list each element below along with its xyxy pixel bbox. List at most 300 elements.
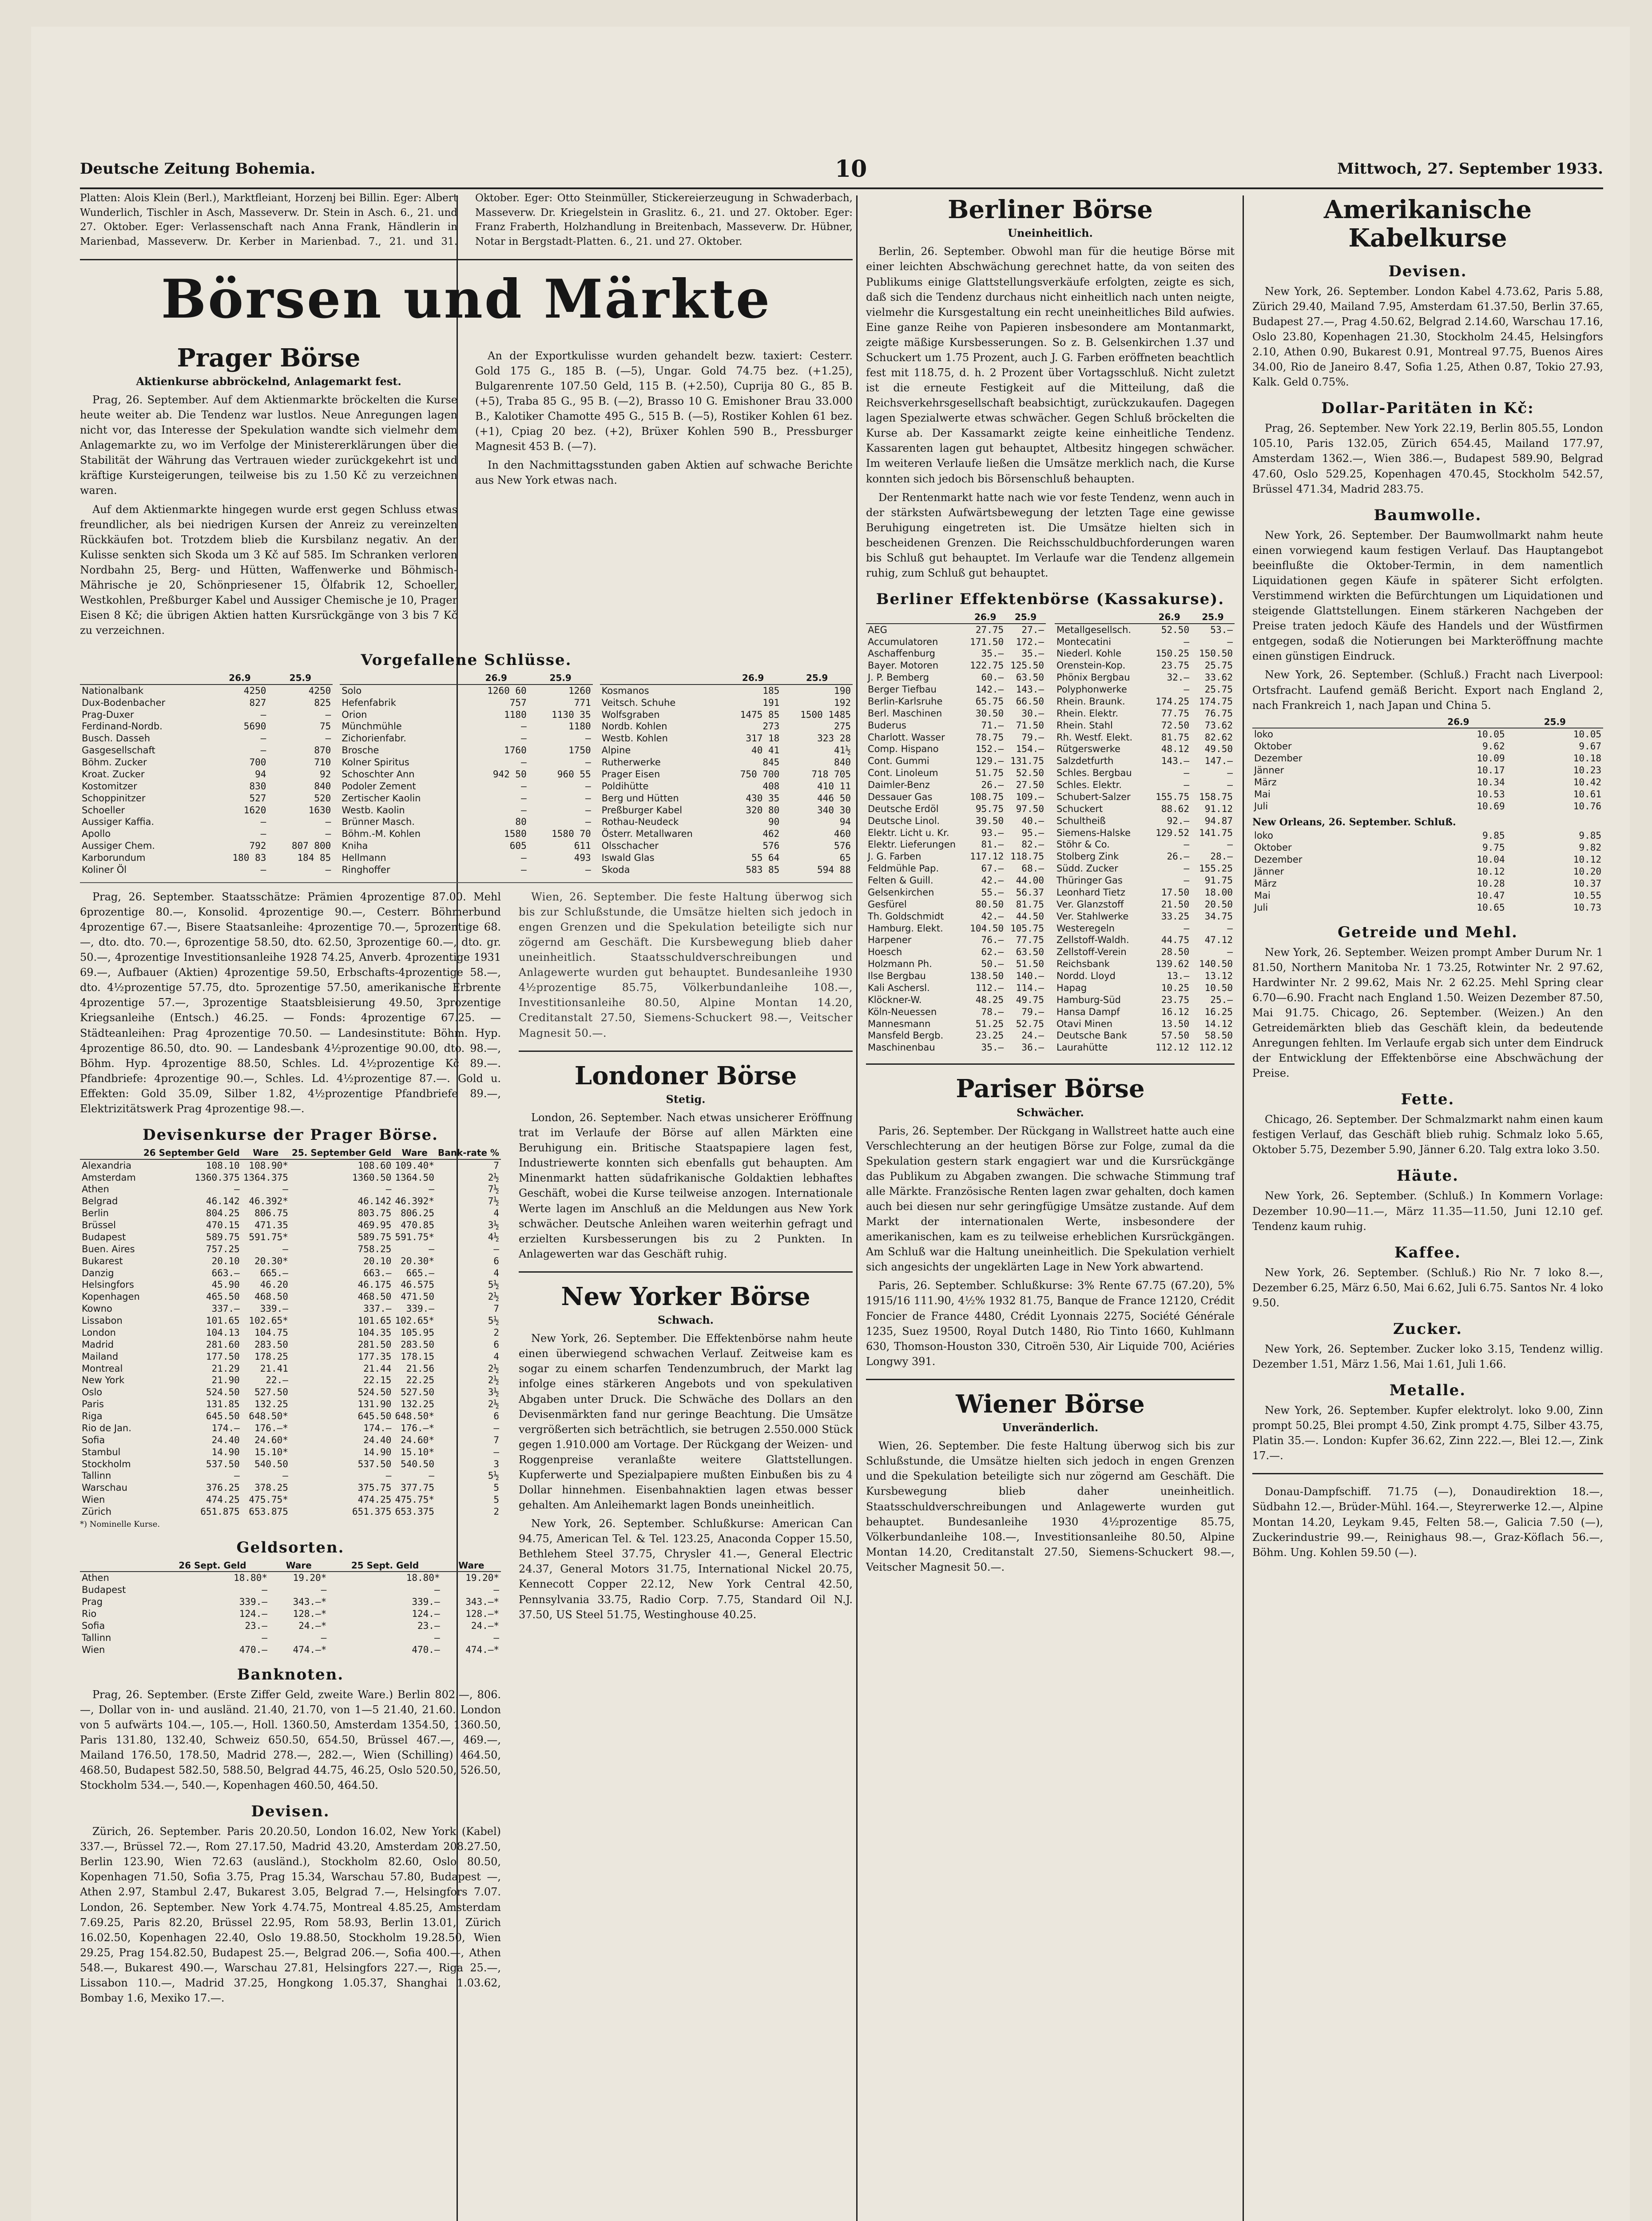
label-cell: Gelsenkirchen (868, 887, 934, 898)
stock-row (866, 911, 1046, 923)
label-cell: Riga (82, 1411, 103, 1421)
trade-row (80, 804, 333, 816)
value-cell: 124.— (412, 1608, 440, 1620)
label-cell: Charlott. Wasser (868, 732, 945, 743)
value-cell: — (585, 816, 591, 828)
value-cell: — (260, 828, 266, 840)
label-cell: März (1254, 776, 1277, 788)
value-cell: 7 (493, 1160, 500, 1171)
value-cell: 80 (515, 816, 527, 828)
value-cell: 24.—* (298, 1620, 327, 1631)
value-cell: 112.12 (1199, 1042, 1233, 1053)
value-cell: 108.90* (249, 1160, 288, 1171)
value-cell: 3 (493, 1458, 500, 1469)
stock-row (1055, 839, 1235, 851)
value-cell: 176.—* (254, 1422, 288, 1433)
value-cell: 462 (762, 828, 780, 840)
label-cell: Mailand (82, 1351, 119, 1362)
label-cell: Olsschacher (601, 840, 659, 852)
label-cell: Hoesch (868, 947, 902, 958)
label-cell: Jänner (1254, 764, 1284, 776)
label-cell: Juli (1254, 800, 1268, 812)
trade-row (600, 756, 853, 768)
column-rule (1243, 195, 1244, 2221)
value-cell: 20.30* (401, 1255, 434, 1266)
value-cell: — (1183, 863, 1190, 874)
value-cell: 9.67 (1579, 741, 1601, 752)
label-cell: Hellmann (342, 852, 386, 864)
value-cell: 19.20* (465, 1572, 500, 1584)
value-cell: 648.50* (395, 1411, 434, 1421)
newyork-text: New York, 26. September. Die Effektenbörse nahm heute einen überwiegend schwachen Verlauf. Zeitweise kam es sogar zu einem scharfen Tendenzumbruch, der Markt lag infolge eines stärkeren Angebots und von spekulativen Abgaben unter Druck. Die Schwäche des Dollars an den Devisenmärkten fand nur geringe Beachtung. Die Umsätze vergrößerten sich beträchtlich, sie betrugen 2.550.000 Stück gegen 1.910.000 am Vortage. Der Rückgang der Weizen- und Roggenpreise veranlaßte weitere Glattstellungen. Kupferwerte und Spezialpapiere mußten Einbußen bis zu 4 Dollar hinnehmen. Eisenbahnaktien lagen etwas besser gehalten. Am Anleihemarkt lagen Bonds uneinheitlich. (519, 1332, 853, 1512)
value-cell: 10.76 (1573, 800, 1601, 812)
trades-subtable (340, 673, 592, 876)
value-cell: 51.25 (975, 1018, 1004, 1029)
value-cell: — (493, 1446, 500, 1457)
label-cell: Hefenfabrik (342, 697, 396, 708)
value-cell: — (321, 1584, 327, 1596)
value-cell: 30.— (1021, 708, 1044, 719)
coins-table (80, 1560, 501, 1656)
value-cell: 474.25 (357, 1494, 392, 1505)
label-cell: Gasgesellschaft (82, 745, 155, 756)
stock-row (866, 684, 1046, 696)
value-cell: 475.75* (249, 1494, 288, 1505)
value-cell: 10.69 (1477, 800, 1505, 812)
label-cell: Ferdinand-Nordb. (82, 721, 163, 732)
value-cell: 594 88 (817, 864, 851, 875)
fx-row (80, 1458, 501, 1470)
value-cell: — (585, 780, 591, 792)
header-cell: 26.9 (965, 612, 1005, 624)
header-cell: Ware (269, 1560, 328, 1572)
value-cell: 177.35 (357, 1351, 392, 1362)
danube-text: Donau-Dampfschiff. 71.75 (—), Donaudirektion 18.—, Südbahn 12.—, Brüder-Mühl. 164.—, Steyrerwerke 12.—, Alpine Montan 14.20, Leykam 9.45, Felten 58.—, Galicia 7.50 (—), Zuckerindustrie 99.—, Reinighaus 98.—, Graz-Köflach 56.—, Böhm. Ung. Kohlen 59.50 (—). (1252, 1485, 1603, 1559)
value-cell: 540.50 (254, 1458, 288, 1469)
trade-row (80, 816, 333, 828)
fx-row (80, 1482, 501, 1494)
value-cell: 20.50 (1204, 899, 1233, 910)
stock-row (1055, 767, 1235, 779)
value-cell: 1260 (568, 685, 591, 696)
label-cell: Aschaffenburg (868, 648, 935, 659)
header-cell: 25.9 (1005, 612, 1046, 624)
value-cell: 2½ (488, 1375, 500, 1386)
hides-text: New York, 26. September. (Schluß.) In Kommern Vorlage: Dezember 10.90—11.—, März 11.35—11.50, Juni 12.10 gef. Tendenz kaum ruhig. (1252, 1190, 1603, 1233)
stock-row (1055, 934, 1235, 946)
cotton-row (1252, 752, 1603, 764)
coin-row (80, 1608, 501, 1620)
label-cell: Berlin (82, 1208, 109, 1219)
london-text: London, 26. September. Nach etwas unsicherer Eröffnung trat im Verlaufe der Börse auf allen Märkten eine Beruhigung ein. Britische Staatspapiere lagen fest, Industriewerte konnten sich ebenfalls gut behaupten. Am Minenmarkt hatten südafrikanische Goldaktien lebhaftes Geschäft, wobei die Kurse teilweise anzogen. Internationale Werte lagen im Anschluß an die Meldungen aus New York schwächer. Deutsche Anleihen waren weiterhin gefragt und erzielten Kursbesserungen bis zu 2 Punkten. In Anlagewerten war das Geschäft ruhig. (519, 1111, 853, 1260)
label-cell: Warschau (82, 1482, 127, 1493)
value-cell: 5½ (488, 1279, 500, 1290)
label-cell: Nationalbank (82, 685, 144, 696)
value-cell: 10.42 (1573, 776, 1601, 788)
label-cell: London (82, 1327, 116, 1338)
newspaper-page (31, 27, 1630, 2221)
label-cell: Athen (82, 1184, 109, 1195)
value-cell: 4250 (243, 685, 266, 696)
banknotes-text: Prag, 26. September. (Erste Ziffer Geld, zweite Ware.) Berlin 802.—, 806.—, Dollar von in- und ausländ. 21.40, 21.70, von 1—5 21.40, 21.60. London von 5 aufwärts 104.—, 105.—, Holl. 1360.50, Amsterdam 1354.50, 1360.50, Paris 131.80, 132.40, Schweiz 650.50, 654.50, Brüssel 467.—, 469.—, Mailand 176.50, 178.50, Madrid 278.—, 282.—, Wien (Schilling) 464.50, 468.50, Budapest 582.50, 588.50, Belgrad 44.75, 46.25, Oslo 520.50, 526.50, Stockholm 534.—, 540.—, Kopenhagen 460.50, 464.50. (80, 1688, 501, 1792)
label-cell: Alpine (601, 745, 631, 756)
header-cell: 26 Sept. Geld (156, 1560, 269, 1572)
value-cell: 1500 1485 (800, 709, 851, 720)
value-cell: 1760 (504, 745, 527, 756)
value-cell: 645.50 (206, 1411, 240, 1421)
coin-row (80, 1572, 501, 1584)
value-cell: — (234, 1470, 240, 1481)
value-cell: 176.—* (401, 1422, 434, 1433)
stock-row (1055, 887, 1235, 899)
value-cell: 58.50 (1204, 1030, 1233, 1041)
label-cell: Zürich (82, 1506, 112, 1517)
banknotes-title: Banknoten. (237, 1665, 344, 1684)
label-cell: Th. Goldschmidt (868, 911, 944, 922)
header-cell: 25.9 (1191, 612, 1235, 624)
value-cell: 474.25 (206, 1494, 240, 1505)
value-cell: 46.575 (401, 1279, 434, 1290)
label-cell: Comp. Hispano (868, 744, 939, 755)
value-cell: 184 85 (297, 852, 331, 864)
stock-row (1055, 982, 1235, 994)
value-cell: 128.—* (293, 1608, 327, 1620)
value-cell: — (434, 1584, 440, 1596)
label-cell: Harpener (868, 935, 912, 946)
value-cell: 72.50 (1161, 720, 1190, 731)
value-cell: 446 50 (817, 792, 851, 804)
value-cell: 180 83 (232, 852, 266, 864)
stock-row (866, 791, 1046, 803)
label-cell: Südd. Zucker (1056, 863, 1118, 874)
value-cell: 158.75 (1199, 791, 1233, 802)
stock-row (1055, 970, 1235, 982)
value-cell: 830 (249, 780, 266, 792)
value-cell: 589.75 (206, 1231, 240, 1242)
label-cell: Deutsche Erdöl (868, 803, 939, 814)
prague-section (80, 339, 853, 642)
value-cell: 131.75 (1010, 756, 1044, 767)
stock-row (866, 839, 1046, 851)
label-cell: Felten & Guill. (868, 875, 933, 886)
label-cell: Belgrad (82, 1196, 118, 1207)
value-cell: 52.50 (1016, 768, 1044, 779)
berlin-rent-text: Der Rentenmarkt hatte nach wie vor feste Tendenz, wenn auch in der stärksten Aufwärtsbewegung der letzten Tage eine gewisse Beruhigung eingetreten ist. Die Umsätze hielten sich in bescheidenen Grenzen. Die Reichsschuldbuchforderungen waren bis Schluß gut behauptet. Im Verlaufe war die Tendenz allgemein ruhig, zum Schluß gut behauptet. (866, 491, 1235, 580)
grain-text: New York, 26. September. Weizen prompt Amber Durum Nr. 1 81.50, Northern Manitoba Nr. 1 73.25, Rotwinter Nr. 2 97.62, Hardwinter Nr. 2 99.62, Mais Nr. 2 62.25. Mehl Spring clear 6.70—6.90. Fracht nach England 1.50. Weizen Dezember 87.50, Mai 91.75. Chicago, 26. September. (Weizen.) An den Getreidemärkten blieb das Geschäft klein, da bedeutende Anregungen fehlten. Im Verlaufe ergab sich unter dem Eindruck der Entwicklung der Effektenbörse eine Abschwächung der Preise. (1252, 946, 1603, 1080)
value-cell: 79.— (1021, 1006, 1044, 1017)
label-cell: Deutsche Linol. (868, 815, 940, 826)
value-cell: 26.— (981, 780, 1004, 791)
label-cell: Ilse Bergbau (868, 971, 926, 982)
cotton-row (1252, 800, 1603, 812)
value-cell: 465.50 (206, 1291, 240, 1302)
value-cell: 114.— (1016, 982, 1044, 993)
left-section (80, 191, 853, 2009)
value-cell: 28.— (1210, 851, 1233, 862)
value-cell: — (260, 864, 266, 875)
trade-row (80, 756, 333, 768)
label-cell: Buderus (868, 720, 906, 731)
value-cell: 104.35 (357, 1327, 392, 1338)
value-cell: 410 11 (817, 780, 851, 792)
value-cell: — (585, 757, 591, 768)
label-cell: Bukarest (82, 1255, 123, 1266)
value-cell: 150.25 (1156, 648, 1190, 659)
stock-row (866, 863, 1046, 875)
value-cell: 50.— (981, 959, 1004, 970)
header-cell (80, 1560, 156, 1572)
value-cell: 471.50 (401, 1291, 434, 1302)
value-cell: 4 (493, 1267, 500, 1278)
value-cell: 10.23 (1573, 764, 1601, 776)
value-cell: 378.25 (254, 1482, 288, 1493)
cable-devisen: New York, 26. September. London Kabel 4.73.62, Paris 5.88, Zürich 29.40, Mailand 7.95, Amsterdam 61.37.50, Berlin 37.65, Budapest 27.—, Prag 4.50.62, Belgrad 2.14.60, Warschau 17.16, Oslo 23.80, Kopenhagen 21.30, Stockholm 24.45, Helsingfors 2.10, Athen 0.90, Bukarest 0.91, Montreal 97.75, Buenos Aires 34.00, Rio de Janeiro 8.47, Sofia 1.25, Athen 0.87, Tokio 27.93, Kalk. Geld 0.75%. (1252, 285, 1603, 389)
value-cell: 47.12 (1204, 935, 1233, 946)
label-cell: Ringhoffer (342, 864, 390, 875)
fx-row (80, 1327, 501, 1339)
paris-text: Paris, 26. September. Der Rückgang in Wallstreet hatte auch eine Verschlechterung an der heutigen Börse zur Folge, zumal da die Spekulation gestern stark engagiert war und die Kursrückgänge das Publikum zu Abgaben zwangen. Die schwache Stimmung traf alle Märkte. Französische Renten lagen zwar gehalten, doch kamen auch bei diesen nur sehr geringfügige Umsätze zustande. Auf dem Markt der internationalen Werte, insbesondere der amerikanischen, kam es zu teilweise erheblichen Kursrückgängen. Am Schluß war die Haltung uneinheitlich. Die Spekulation verhielt sich angesichts der ungeklärten Lage in New York abwartend. (866, 1124, 1235, 1274)
stock-row (1055, 672, 1235, 684)
value-cell: 1620 (243, 804, 266, 816)
value-cell: 845 (762, 757, 780, 768)
fx-row (80, 1386, 501, 1398)
value-cell: 22.15 (363, 1375, 392, 1386)
trade-row (600, 804, 853, 816)
value-cell: — (1183, 684, 1190, 695)
value-cell: — (493, 1243, 500, 1254)
value-cell: 870 (314, 745, 331, 756)
value-cell: 806.25 (401, 1208, 434, 1219)
value-cell: 16.12 (1161, 1006, 1190, 1017)
value-cell: 118.75 (1010, 851, 1044, 862)
value-cell: 52.50 (1161, 624, 1190, 635)
value-cell: 10.50 (1204, 982, 1233, 993)
stock-row (866, 648, 1046, 660)
value-cell: 700 (249, 757, 266, 768)
value-cell: 117.12 (970, 851, 1004, 862)
label-cell: Berl. Maschinen (868, 708, 942, 719)
value-cell: 91.75 (1204, 875, 1233, 886)
value-cell: — (282, 1470, 288, 1481)
value-cell: 44.75 (1161, 935, 1190, 946)
value-cell: — (493, 1422, 500, 1433)
label-cell: Otavi Minen (1056, 1018, 1113, 1029)
label-cell: Deutsche Bank (1056, 1030, 1127, 1041)
value-cell: — (521, 757, 527, 768)
value-cell: — (521, 864, 527, 875)
value-cell: 1130 35 (552, 709, 591, 720)
value-cell: — (585, 733, 591, 744)
value-cell: 36.— (1021, 1042, 1044, 1053)
prague-text-1: Prag, 26. September. Auf dem Aktienmarkte bröckelten die Kurse heute weiter ab. Die Tendenz war lustlos. Neue Anregungen lagen nicht vor, das Interesse der Spekulation wandte sich vielmehr dem Anlagemarkte zu, wo im Verfolge der Ministererklärungen über die Stabilität der Währung das Vertrauen wieder zurückgekehrt ist und kräftige Kursteigerungen, teilweise bis zu 1.50 Kč zu verzeichnen waren. (80, 394, 457, 497)
value-cell: 758.25 (357, 1243, 392, 1254)
value-cell: 9.75 (1482, 842, 1505, 853)
stock-row (866, 1030, 1046, 1042)
stock-row (1055, 708, 1235, 720)
stock-row (866, 946, 1046, 958)
label-cell: Bayer. Motoren (868, 660, 939, 671)
value-cell: 576 (834, 840, 851, 852)
paris-quotes: Paris, 26. September. Schlußkurse: 3% Rente 67.75 (67.20), 5% 1915/16 111.90, 4½% 1932 81.75, Banque de France 12120, Crédit Foncier de France 4480, Crédit Lyonnais 2275, Société Générale 1235, Suez 19500, Royal Dutch 1480, Rio Tinto 1660, Kuhlmann 630, Thomson-Houston 330, Citroën 530, Air Liquide 700, Aciéries Longwy 391. (866, 1279, 1235, 1368)
value-cell: — (429, 1470, 434, 1481)
value-cell: 53.— (1210, 624, 1233, 635)
london-title: Londoner Börse (574, 1061, 797, 1091)
label-cell: Rutherwerke (601, 757, 661, 768)
value-cell: 591.75* (249, 1231, 288, 1242)
label-cell: März (1254, 878, 1277, 889)
value-cell: 19.20* (293, 1572, 327, 1584)
value-cell: 2½ (488, 1172, 500, 1183)
fx-row (80, 1159, 501, 1172)
value-cell: 62.— (981, 947, 1004, 958)
trade-row (80, 792, 333, 804)
value-cell: 108.10 (206, 1160, 240, 1171)
label-cell: Zellstoff-Waldh. (1056, 935, 1129, 946)
label-cell: Niederl. Kohle (1056, 648, 1122, 659)
label-cell: Dezember (1254, 753, 1303, 764)
label-cell: Thüringer Gas (1056, 875, 1123, 886)
value-cell: 1475 85 (740, 709, 780, 720)
value-cell: 129.52 (1156, 827, 1190, 838)
paris-subtitle: Schwächer. (1017, 1106, 1084, 1119)
value-cell: 22.— (266, 1375, 288, 1386)
cotton-row (1252, 878, 1603, 890)
label-cell: New York (82, 1375, 125, 1386)
trade-row (600, 709, 853, 721)
lard-title: Fette. (1401, 1091, 1455, 1109)
trade-row (600, 780, 853, 792)
fx-row (80, 1374, 501, 1386)
label-cell: Danzig (82, 1267, 114, 1278)
value-cell: 32.— (1167, 672, 1190, 683)
trade-row (80, 840, 333, 852)
prague-subtitle: Aktienkurse abbröckelnd, Anlagemarkt fest. (136, 375, 401, 388)
value-cell: — (325, 709, 331, 720)
label-cell: Lissabon (82, 1315, 123, 1326)
berlin-text: Berlin, 26. September. Obwohl man für die heutige Börse mit einer leichten Abschwächung gerechnet hatte, da von seiten des Publikums einige Glattstellungsverkäufe erfolgten, zeigte es sich, daß sich die Tendenz durchaus nicht einheitlich nach unten neigte, vielmehr die Kursgestaltung ein recht uneinheitliches Bild aufwies. Eine ganze Reihe von Papieren insbesondere am Montanmarkt, zeigte mäßige Kursbesserungen. So z. B. Gelsenkirchen 1.37 und Schuckert um 1.75 Prozent, auch J. G. Farben eröffneten beachtlich fest mit 118.75, d. h. 2 Prozent über Vortagsschluß. Nicht zuletzt ist die erneute Festigkeit auf die Mitteilung, daß die Reichsverkehrsgesellschaft beabsichtigt, zurückzukaufen. Dagegen lagen Spezialwerte etwas schwächer. Gegen Schluß bröckelten die Kurse ab. Der Kassamarkt zeigte keine einheitliche Tendenz. Kassarenten lagen gut behauptet, Altbesitz hingegen schwächer. Im weiteren Verlaufe ließen die Umsätze merklich nach, die Kurse konnten sich jedoch bis Börsenschluß behaupten. (866, 245, 1235, 485)
label-cell: Berlin-Karlsruhe (868, 696, 943, 707)
label-cell: Zichorienfabr. (342, 733, 406, 744)
value-cell: 94 (839, 816, 851, 828)
value-cell: 317 18 (746, 733, 780, 744)
value-cell: 337.— (363, 1303, 392, 1314)
value-cell: 42.— (981, 911, 1004, 922)
value-cell: 23.— (245, 1620, 267, 1631)
label-cell: Dux-Bodenbacher (82, 697, 166, 708)
label-cell: Feldmühle Pap. (868, 863, 939, 874)
value-cell: 14.90 (211, 1446, 240, 1457)
value-cell: 343.—* (293, 1596, 327, 1608)
value-cell: 140.50 (1199, 959, 1233, 970)
value-cell: 65 (839, 852, 851, 864)
label-cell: Karborundum (82, 852, 146, 864)
value-cell: 55.— (981, 887, 1004, 898)
header-cell: 26.9 (212, 673, 268, 685)
label-cell: Brosche (342, 745, 379, 756)
value-cell: 6 (493, 1411, 500, 1421)
stock-row (866, 1018, 1046, 1030)
trade-row (600, 744, 853, 756)
value-cell: 337.— (211, 1303, 240, 1314)
label-cell: Metallgesellsch. (1056, 624, 1132, 635)
label-cell: Athen (82, 1572, 109, 1584)
value-cell: 470.— (239, 1644, 267, 1655)
value-cell: 104.50 (970, 923, 1004, 934)
fx-continued (519, 889, 853, 1041)
value-cell: 51.75 (975, 768, 1004, 779)
value-cell: 67.— (981, 863, 1004, 874)
label-cell: Paris (82, 1399, 104, 1410)
label-cell: Schles. Elektr. (1056, 780, 1122, 791)
value-cell: 468.50 (357, 1291, 392, 1302)
stock-row (1055, 696, 1235, 708)
value-cell: 13.12 (1204, 971, 1233, 982)
label-cell: Elektr. Lieferungen (868, 839, 956, 850)
label-cell: Stolberg Zink (1056, 851, 1119, 862)
trade-row (80, 828, 333, 840)
label-cell: Alexandria (82, 1160, 132, 1171)
value-cell: 339.— (406, 1303, 434, 1314)
value-cell: 468.50 (254, 1291, 288, 1302)
value-cell: 343.—* (465, 1596, 500, 1608)
value-cell: — (521, 733, 527, 744)
value-cell: — (1183, 768, 1190, 779)
newyork-title: New Yorker Börse (561, 1282, 810, 1311)
label-cell: Sofia (82, 1620, 105, 1631)
label-cell: Oktober (1254, 842, 1292, 853)
label-cell: Polyphonwerke (1056, 684, 1127, 695)
label-cell: Juli (1254, 902, 1268, 913)
value-cell: 108.60 (357, 1160, 392, 1171)
value-cell: 178.25 (254, 1351, 288, 1362)
value-cell: 611 (574, 840, 591, 852)
header-cell: 26.9 (464, 673, 528, 685)
value-cell: 648.50* (249, 1411, 288, 1421)
completed-trades-table (80, 673, 853, 876)
value-cell: 10.17 (1477, 764, 1505, 776)
header-cell (600, 673, 725, 685)
value-cell: — (1183, 923, 1190, 934)
value-cell: 109.40* (395, 1160, 434, 1171)
value-cell: 68.— (1021, 863, 1044, 874)
value-cell: 21.90 (211, 1375, 240, 1386)
fx-row (80, 1494, 501, 1506)
value-cell: 56.37 (1016, 887, 1044, 898)
value-cell: 40.— (1021, 815, 1044, 826)
value-cell: 65.75 (975, 696, 1004, 707)
value-cell: 460 (834, 828, 851, 840)
stock-row (866, 803, 1046, 815)
trades-subtable (80, 673, 333, 876)
value-cell: 97.50 (1016, 803, 1044, 814)
value-cell: 20.30* (254, 1255, 288, 1266)
fx-row (80, 1207, 501, 1219)
value-cell: 23.75 (1161, 994, 1190, 1005)
value-cell: 192 (834, 697, 851, 708)
stock-row (866, 875, 1046, 887)
label-cell: Elektr. Licht u. Kr. (868, 827, 949, 838)
label-cell: Mai (1254, 890, 1271, 901)
state-notes: Prag, 26. September. Staatsschätze: Prämien 4prozentige 87.00. Mehl 6prozentige 80.—, Konsolid. 4prozentige 90.—, Cesterr. Böhmerbund 4prozentige 67.—, Bisere Staatsanleihe: 4prozentige 70.—, 5prozentige 68.—, dto. dto. 70.—, 6prozentige 58.50, dto. 62.50, 3prozentige 60.—, dto. gr. 50.—, 4prozentige Investitionsanleihe 1928 74.25, Anverb. 4prozentige 1931 69.—, Aufbauer (Aktien) 4prozentige 59.50, Erbschafts-4prozentige 58.—, dto. 4½prozentige 57.75, dto. 5prozentige 57.50, amerikanische Erbrente 4prozentige 57.—, 3prozentige Staatsbleisierung 49.50, 3prozentige Kriegsanleihe (Entsch.) 46.25. — Fonds: 4prozentige 67.25. — Städteanleihen: Prag 4prozentige 70.50. — Landesinstitute: Böhm. Hyp. 4prozentige 86.50, dto. 90. — Landesbank 4½prozentige 90.00, dto. 98.—, Böhm. Hyp. 4prozentige 88.50, Schles. Ld. 4½prozentige Kč 89.—. Pfandbriefe: 4prozentige 90.—, Schles. Ld. 4½prozentige 87.—. Gold u. Effekten: Gold 35.09, Silber 1.82, 4½prozentige Pfandbriefe 89.—, Elektrizitätswerk Prag 4prozentige 98.—. (80, 890, 501, 1115)
label-cell: Rhein. Braunk. (1056, 696, 1125, 707)
value-cell: 792 (249, 840, 266, 852)
fx-row (80, 1351, 501, 1363)
value-cell: 23.— (417, 1620, 440, 1631)
stock-row (866, 743, 1046, 755)
value-cell: 339.— (239, 1596, 267, 1608)
stock-row (866, 1006, 1046, 1018)
value-cell: 66.50 (1016, 696, 1044, 707)
